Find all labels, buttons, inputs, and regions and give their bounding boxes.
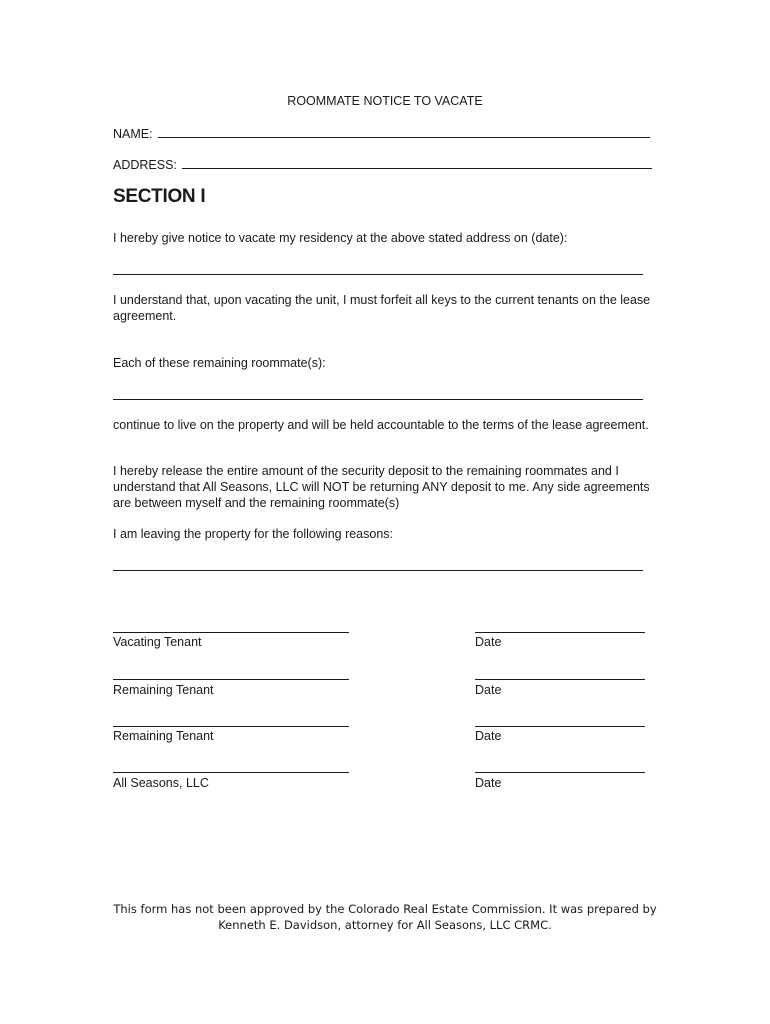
name-label: NAME: — [113, 127, 153, 141]
signature-party-label: Remaining Tenant — [113, 729, 214, 743]
date-label: Date — [475, 683, 502, 697]
date-line[interactable] — [475, 726, 645, 727]
name-blank-line[interactable] — [158, 125, 650, 138]
keys-paragraph: I understand that, upon vacating the unit, I must forfeit all keys to the current tenants on the lease agreement. — [113, 293, 651, 323]
date-blank-line[interactable] — [113, 274, 643, 275]
footer-line-2: Kenneth E. Davidson, attorney for All Seasons, LLC CRMC. — [218, 918, 552, 932]
date-label: Date — [475, 635, 502, 649]
reasons-blank-line[interactable] — [113, 570, 643, 571]
signature-line[interactable] — [113, 679, 349, 680]
address-blank-line[interactable] — [182, 156, 652, 169]
footer-note — [0, 901, 770, 933]
signature-line[interactable] — [113, 772, 349, 773]
date-label: Date — [475, 729, 502, 743]
address-label: ADDRESS: — [113, 158, 177, 172]
signature-party-label: All Seasons, LLC — [113, 776, 209, 790]
document-title: ROOMMATE NOTICE TO VACATE — [287, 94, 483, 108]
signature-line[interactable] — [113, 632, 349, 633]
date-line[interactable] — [475, 679, 645, 680]
date-label: Date — [475, 776, 502, 790]
roommates-blank-line[interactable] — [113, 399, 643, 400]
reasons-paragraph: I am leaving the property for the following reasons: — [113, 527, 394, 541]
address-field — [113, 156, 652, 172]
date-line[interactable] — [475, 632, 645, 633]
continue-paragraph: continue to live on the property and will be held accountable to the terms of the lease agreement. — [113, 418, 649, 432]
signature-party-label: Remaining Tenant — [113, 683, 214, 697]
name-field — [113, 125, 650, 141]
notice-paragraph: I hereby give notice to vacate my residency at the above stated address on (date): — [113, 231, 568, 245]
footer-line-1: This form has not been approved by the Colorado Real Estate Commission. It was prepared by — [113, 902, 657, 916]
signature-line[interactable] — [113, 726, 349, 727]
remaining-roommates-paragraph: Each of these remaining roommate(s): — [113, 356, 326, 370]
date-line[interactable] — [475, 772, 645, 773]
release-paragraph: I hereby release the entire amount of the security deposit to the remaining roommates and I understand that All Seasons, LLC will NOT be returning ANY deposit to me. Any side agreements are between myself and the remaining roommate(s) — [113, 464, 650, 510]
section-heading: SECTION I — [113, 186, 206, 207]
signature-party-label: Vacating Tenant — [113, 635, 202, 649]
